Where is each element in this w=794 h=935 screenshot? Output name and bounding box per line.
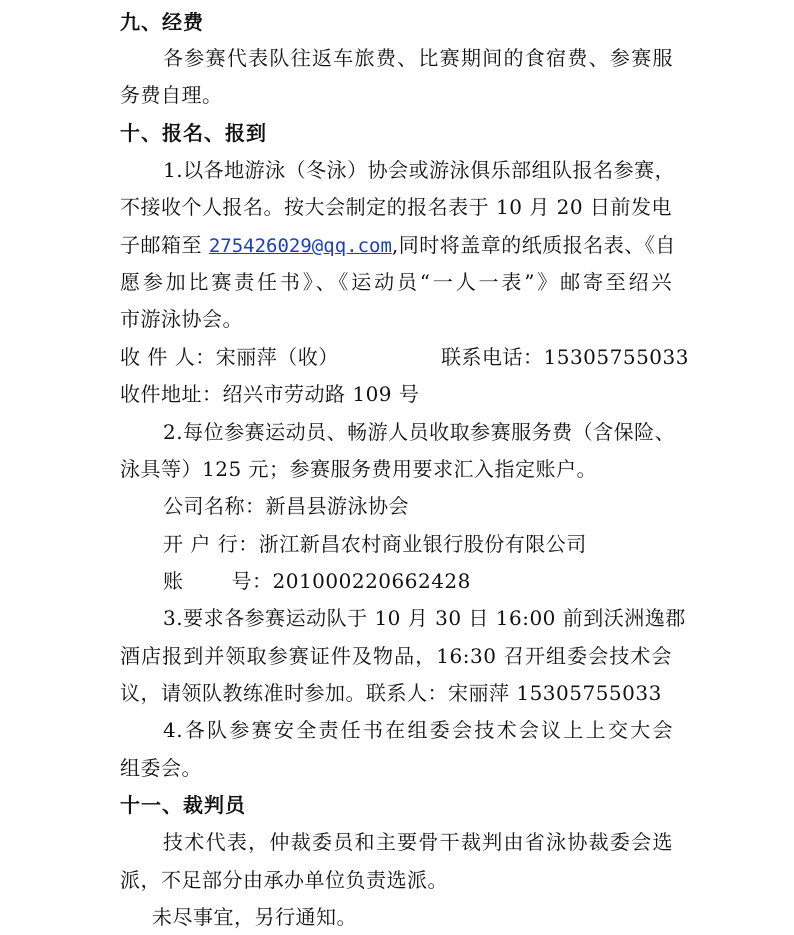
- section-9-paragraph-line-1: 各参赛代表队往返车旅费、比赛期间的食宿费、参赛服: [163, 46, 673, 70]
- address-line: 收件地址：绍兴市劳动路 109 号: [120, 382, 420, 406]
- account-line: [163, 569, 471, 593]
- section-9-heading: 九、经费: [120, 10, 204, 34]
- item-4-line-1: 4.各队参赛安全责任书在组委会技术会议上上交大会: [163, 718, 673, 742]
- phone-label: 联系电话：15305755033: [441, 345, 689, 369]
- email-link[interactable]: 275426029@qq.com: [208, 235, 392, 257]
- item-3-line-2: 酒店报到并领取参赛证件及物品，16:30 召开组委会技术会: [120, 644, 672, 668]
- section-9-paragraph-line-2: 务费自理。: [120, 83, 223, 107]
- item-1-line-5: 市游泳协会。: [120, 307, 243, 331]
- item-1-line-4: 愿参加比赛责任书》、《运动员“一人一表”》邮寄至绍兴: [120, 270, 672, 294]
- item-1-line-3: [120, 233, 676, 258]
- bank-line: 开 户 行：浙江新昌农村商业银行股份有限公司: [163, 532, 587, 556]
- phone-line: [441, 345, 689, 369]
- item-1-line-2: 不接收个人报名。按大会制定的报名表于 10 月 20 日前发电: [120, 195, 672, 219]
- section-10-heading: 十、报名、报到: [120, 121, 267, 145]
- closing-note: 未尽事宜，另行通知。: [152, 905, 357, 929]
- item-3-line-3: 议，请领队教练准时参加。联系人：宋丽萍 15305755033: [120, 681, 662, 705]
- section-11-heading: 十一、裁判员: [120, 793, 246, 817]
- item-1-line-3-prefix: 子邮箱至: [120, 233, 209, 257]
- item-2-line-1: 2.每位参赛运动员、畅游人员收取参赛服务费（含保险、: [163, 420, 676, 444]
- recipient-line: [120, 345, 339, 369]
- item-2-line-2: 泳具等）125 元；参赛服务费用要求汇入指定账户。: [120, 457, 598, 481]
- section-11-paragraph-line-1: 技术代表，仲裁委员和主要骨干裁判由省泳协裁委会选: [163, 830, 673, 854]
- account-value: 号：201000220662428: [231, 569, 471, 593]
- item-4-line-2: 组委会。: [120, 756, 202, 780]
- item-1-line-3-suffix: ,同时将盖章的纸质报名表、《自: [391, 233, 676, 257]
- item-1-line-1: 1.以各地游泳（冬泳）协会或游泳俱乐部组队报名参赛，: [163, 158, 676, 182]
- section-11-paragraph-line-2: 派，不足部分由承办单位负责选派。: [120, 868, 448, 892]
- item-3-line-1: 3.要求各参赛运动队于 10 月 30 日 16:00 前到沃洲逸郡: [163, 606, 686, 630]
- company-name-line: 公司名称：新昌县游泳协会: [163, 494, 409, 518]
- recipient-label: 收 件 人：宋丽萍（收）: [120, 345, 339, 369]
- account-label: 账: [163, 569, 184, 593]
